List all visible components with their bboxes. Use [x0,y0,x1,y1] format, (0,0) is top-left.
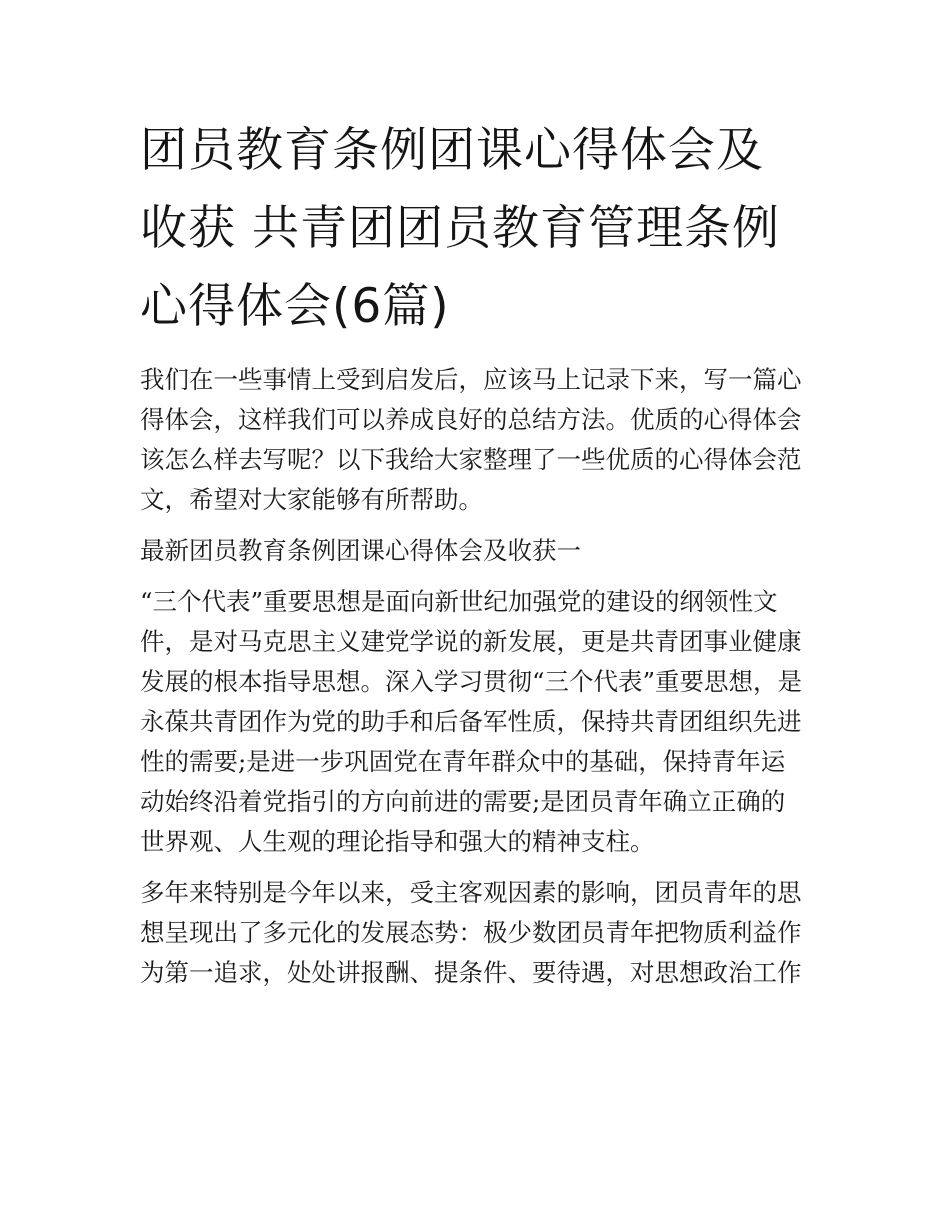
text-line: 文，希望对大家能够有所帮助。 [140,485,483,514]
text-line: 件，是对马克思主义建党学说的新发展，更是共青团事业健康 [140,627,802,656]
text-line: 多年来特别是今年以来，受主客观因素的影响，团员青年的思 [140,878,802,907]
text-line: “三个代表”重要思想是面向新世纪加强党的建设的纲领性文 [140,587,778,616]
intro-paragraph [140,360,820,520]
text-line: 动始终沿着党指引的方向前进的需要;是团员青年确立正确的 [140,787,786,816]
body-paragraph [140,582,820,862]
text-line: 性的需要;是进一步巩固党在青年群众中的基础，保持青年运 [140,747,786,776]
document-body [140,360,820,1004]
text-line: 世界观、人生观的理论指导和强大的精神支柱。 [140,827,655,856]
document-title [140,112,820,346]
section-heading [140,531,820,571]
text-line: 为第一追求，处处讲报酬、提条件、要待遇，对思想政治工作 [140,958,802,987]
text-line: 想呈现出了多元化的发展态势：极少数团员青年把物质利益作 [140,918,802,947]
text-line: 得体会，这样我们可以养成良好的总结方法。优质的心得体会 [140,405,802,434]
text-line: 永葆共青团作为党的助手和后备军性质，保持共青团组织先进 [140,707,802,736]
body-paragraph [140,873,820,993]
title-line: 团员教育条例团课心得体会及 [140,123,764,178]
text-line: 最新团员教育条例团课心得体会及收获一 [140,536,581,565]
text-line: 该怎么样去写呢？以下我给大家整理了一些优质的心得体会范 [140,445,802,474]
title-line: 收获 共青团团员教育管理条例 [140,201,780,256]
title-line: 心得体会(6篇) [140,279,450,334]
text-line: 发展的根本指导思想。深入学习贯彻“三个代表”重要思想，是 [140,667,803,696]
text-line: 我们在一些事情上受到启发后，应该马上记录下来，写一篇心 [140,365,802,394]
